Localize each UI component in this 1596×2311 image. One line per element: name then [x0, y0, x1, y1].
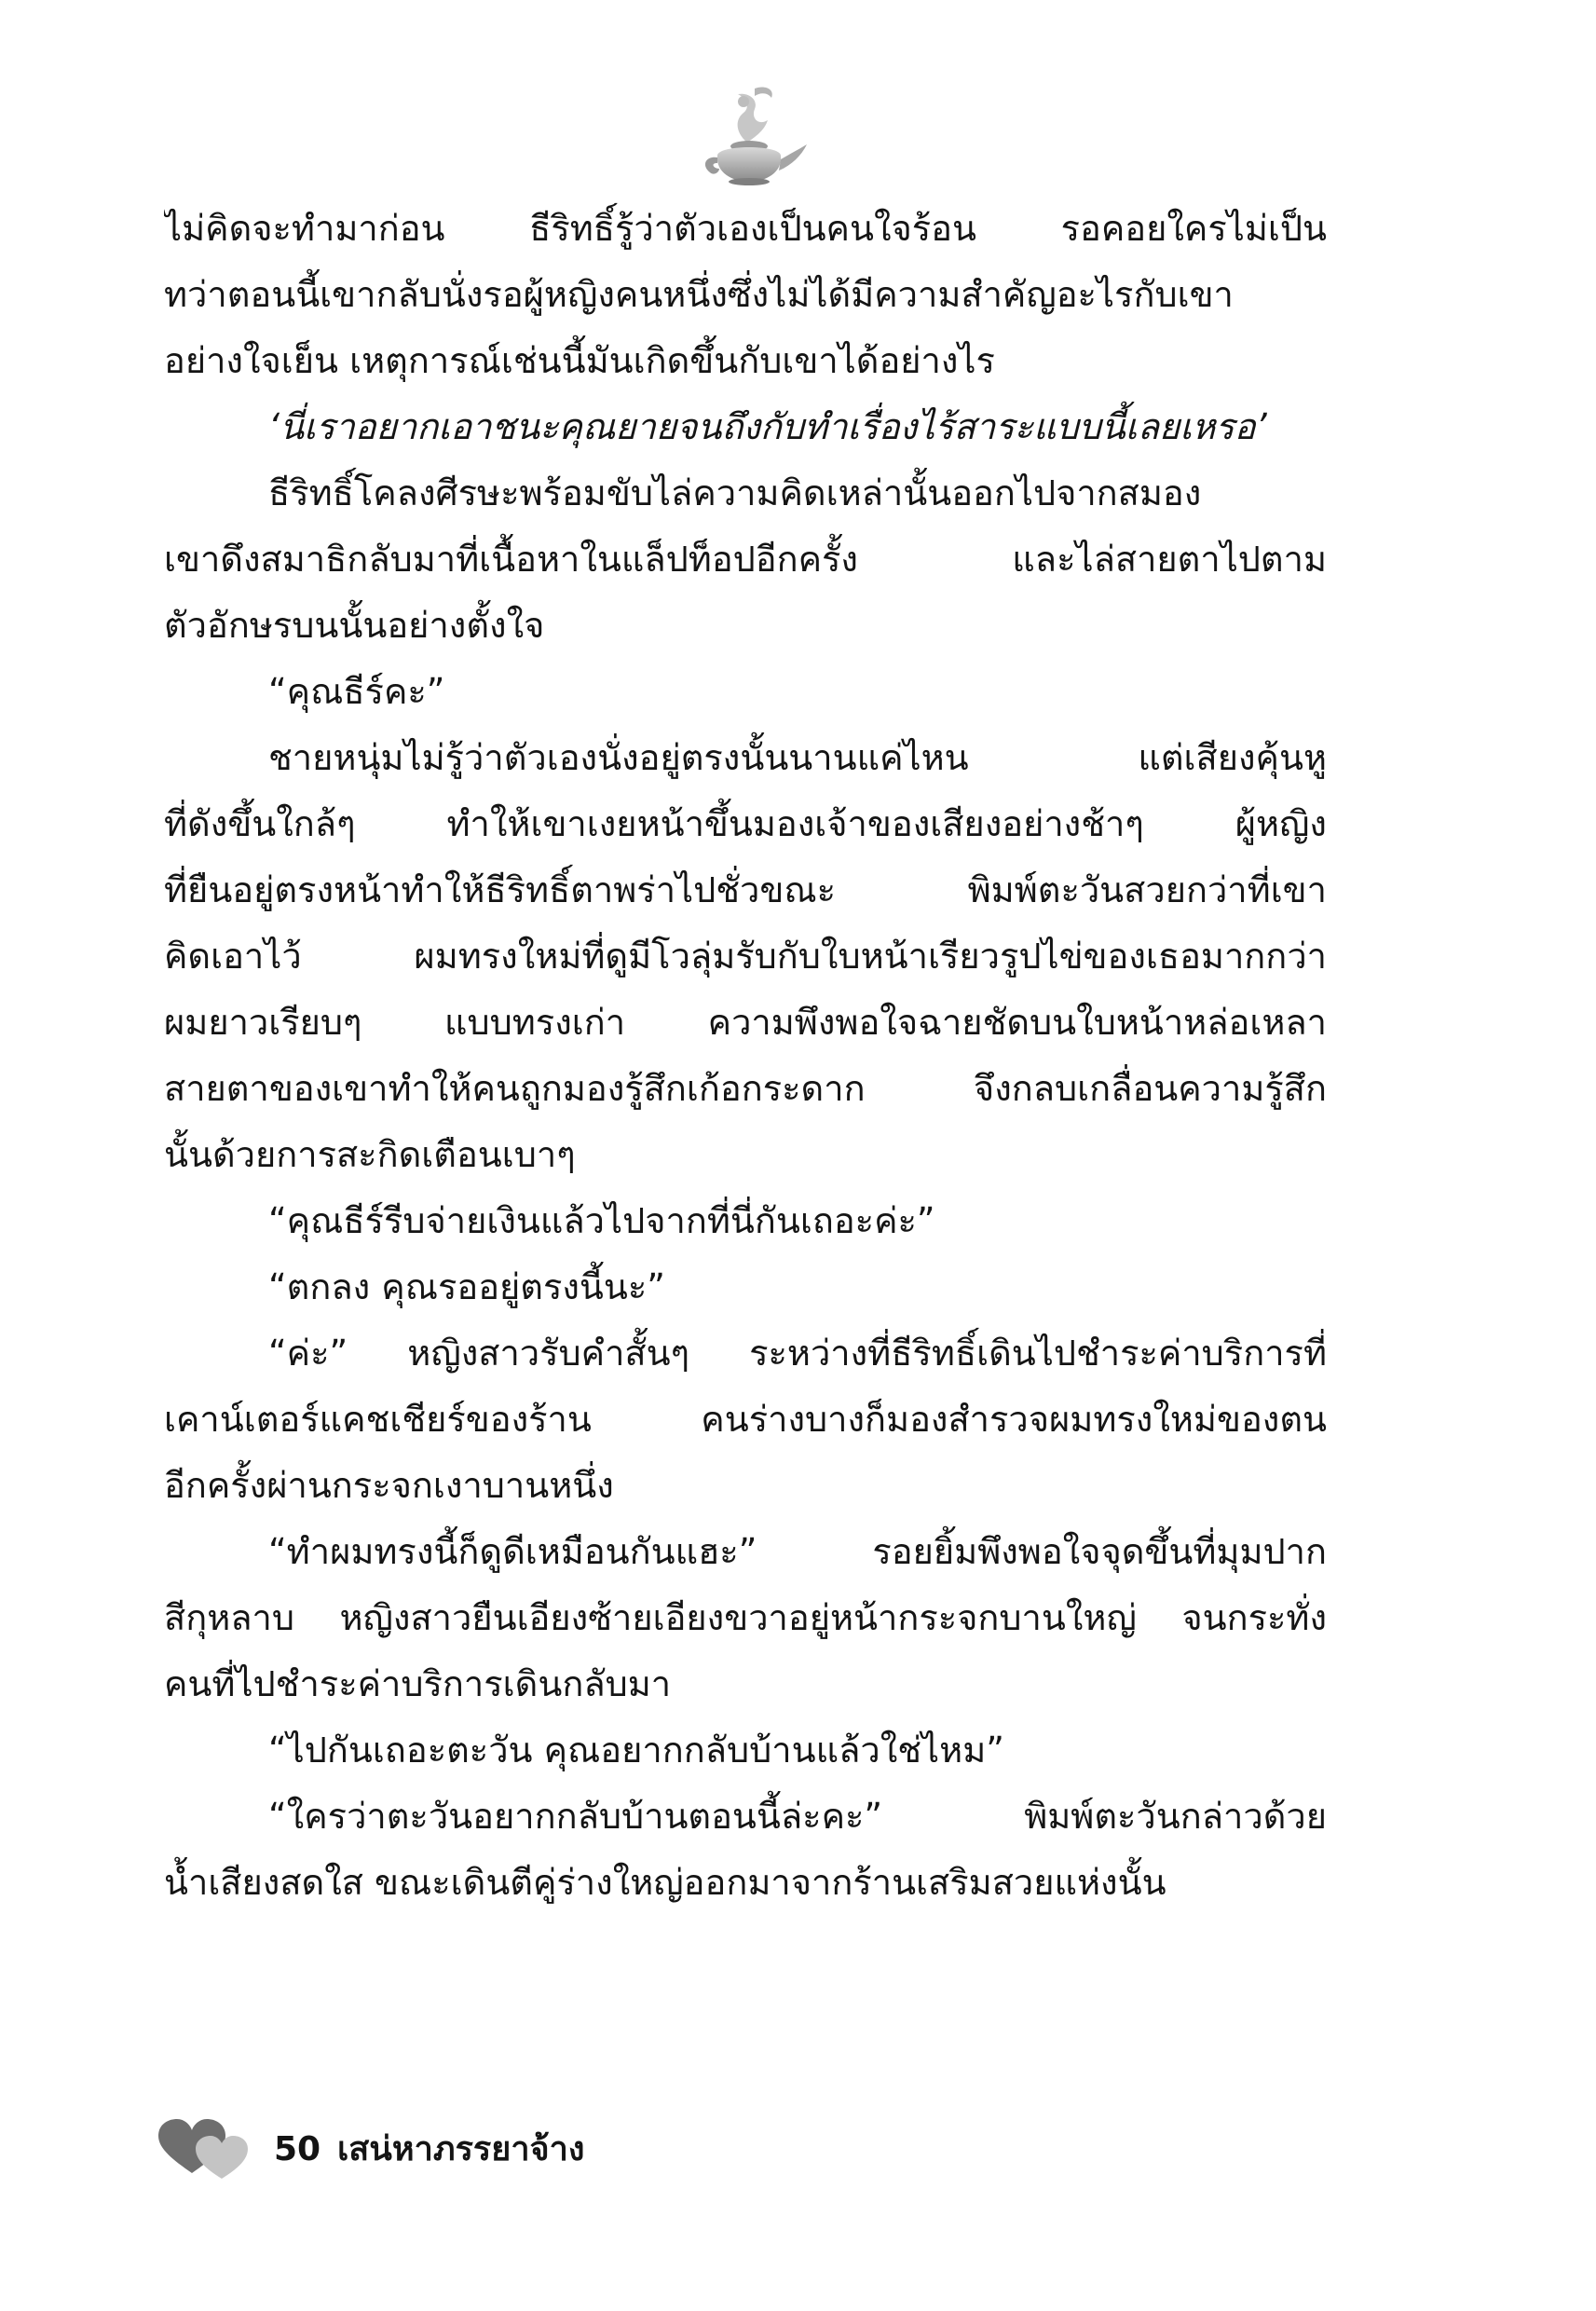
text-line: “คุณธีร์รีบจ่ายเงินแล้วไปจากที่นี่กันเถอะค่ะ”	[268, 1200, 935, 1241]
text-line: ชายหนุ่มไม่รู้ว่าตัวเองนั่งอยู่ตรงนั้นนานแค่ไหน แต่เสียงคุ้นหู	[268, 737, 1327, 778]
text-line: “ใครว่าตะวันอยากกลับบ้านตอนนี้ล่ะคะ” พิมพ์ตะวันกล่าวด้วย	[268, 1796, 1327, 1837]
text-line: น้ำเสียงสดใส ขณะเดินตีคู่ร่างใหญ่ออกมาจากร้านเสริมสวยแห่งนั้น	[164, 1862, 1166, 1903]
text-line: คิดเอาไว้ ผมทรงใหม่ที่ดูมีโวลุ่มรับกับใบหน้าเรียวรูปไข่ของเธอมากกว่า	[164, 936, 1327, 977]
teapot-with-smoke-icon	[689, 79, 811, 191]
two-hearts-icon	[155, 2115, 257, 2181]
text-line: เขาดึงสมาธิกลับมาที่เนื้อหาในแล็ปท็อปอีกครั้ง และไล่สายตาไปตาม	[164, 539, 1327, 580]
text-line: ไม่คิดจะทำมาก่อน ธีริทธิ์รู้ว่าตัวเองเป็นคนใจร้อน รอคอยใครไม่เป็น	[164, 208, 1327, 249]
text-line: “ค่ะ” หญิงสาวรับคำสั้นๆ ระหว่างที่ธีริทธิ์เดินไปชำระค่าบริการที่	[268, 1333, 1327, 1374]
text-line: “คุณธีร์คะ”	[268, 671, 445, 712]
text-line: อย่างใจเย็น เหตุการณ์เช่นนี้มันเกิดขึ้นกับเขาได้อย่างไร	[164, 340, 995, 381]
page-footer	[155, 2115, 807, 2181]
text-line: ‘นี่เราอยากเอาชนะคุณยายจนถึงกับทำเรื่องไร้สาระแบบนี้เลยเหรอ’	[268, 406, 1267, 447]
page-number: 50	[274, 2130, 321, 2168]
text-line: “ไปกันเถอะตะวัน คุณอยากกลับบ้านแล้วใช่ไหม”	[268, 1730, 1004, 1771]
text-line: ธีริทธิ์โคลงศีรษะพร้อมขับไล่ความคิดเหล่านั้นออกไปจากสมอง	[268, 472, 1202, 513]
text-line: “ทำผมทรงนี้ก็ดูดีเหมือนกันแฮะ” รอยยิ้มพึงพอใจจุดขึ้นที่มุมปาก	[268, 1531, 1327, 1572]
text-line: อีกครั้งผ่านกระจกเงาบานหนึ่ง	[164, 1465, 614, 1506]
text-line: สายตาของเขาทำให้คนถูกมองรู้สึกเก้อกระดาก จึงกลบเกลื่อนความรู้สึก	[164, 1068, 1327, 1109]
text-line: ผมยาวเรียบๆ แบบทรงเก่า ความพึงพอใจฉายชัดบนใบหน้าหล่อเหลา	[164, 1002, 1327, 1043]
text-line: เคาน์เตอร์แคชเชียร์ของร้าน คนร่างบางก็มองสำรวจผมทรงใหม่ของตน	[164, 1399, 1327, 1440]
text-line: ที่ดังขึ้นใกล้ๆ ทำให้เขาเงยหน้าขึ้นมองเจ้าของเสียงอย่างช้าๆ ผู้หญิง	[164, 803, 1327, 844]
book-title: เสน่หาภรรยาจ้าง	[337, 2130, 585, 2168]
text-line: ทว่าตอนนี้เขากลับนั่งรอผู้หญิงคนหนึ่งซึ่งไม่ได้มีความสำคัญอะไรกับเขา	[164, 274, 1234, 315]
text-line: คนที่ไปชำระค่าบริการเดินกลับมา	[164, 1663, 672, 1704]
text-line: นั้นด้วยการสะกิดเตือนเบาๆ	[164, 1134, 576, 1175]
text-line: ตัวอักษรบนนั้นอย่างตั้งใจ	[164, 605, 545, 646]
text-line: ที่ยืนอยู่ตรงหน้าทำให้ธีริทธิ์ตาพร่าไปชั่วขณะ พิมพ์ตะวันสวยกว่าที่เขา	[164, 869, 1327, 910]
body-text	[164, 196, 1327, 1916]
text-line: “ตกลง คุณรออยู่ตรงนี้นะ”	[268, 1266, 665, 1307]
text-line: สีกุหลาบ หญิงสาวยืนเอียงซ้ายเอียงขวาอยู่หน้ากระจกบานใหญ่ จนกระทั่ง	[164, 1597, 1327, 1638]
